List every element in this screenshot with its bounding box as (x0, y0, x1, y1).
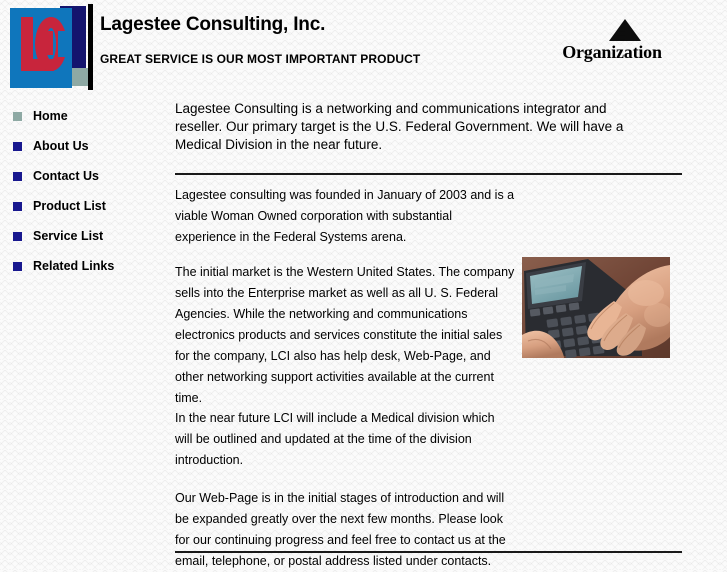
intro-paragraph: Lagestee Consulting is a networking and communications integrator and reseller. Our primary target is the U.S. Federal Government. We will have a Medical Division in the near future. (175, 101, 624, 152)
sidebar-item-service-list[interactable] (0, 221, 168, 251)
divider-top (175, 173, 682, 175)
photo-image (522, 257, 670, 358)
paragraph-webpage: Our Web-Page is in the initial stages of introduction and will be expanded greatly over the next few months. Please look for our continuing progress and feel free to contact us at the email, telephone, or postal address listed under contacts. (175, 491, 506, 568)
divider-bottom (175, 551, 682, 553)
sidebar-item-label: Home (33, 109, 68, 123)
paragraph-founded: Lagestee consulting was founded in January of 2003 and is a viable Woman Owned corporation with substantial experience in the Federal Systems arena. (175, 188, 515, 244)
sidebar-nav (0, 101, 168, 281)
bullet-icon (13, 232, 22, 241)
pda-keypad-photo (522, 257, 670, 358)
bullet-icon (13, 142, 22, 151)
page-title: Lagestee Consulting, Inc. (100, 14, 326, 35)
sidebar-item-home[interactable] (0, 101, 168, 131)
sidebar-item-related-links[interactable] (0, 251, 168, 281)
organization-label: Organization (562, 42, 662, 62)
sidebar-item-label: About Us (33, 139, 89, 153)
sidebar-item-label: Product List (33, 199, 106, 213)
bullet-icon (13, 112, 22, 121)
bullet-icon (13, 262, 22, 271)
organization-mark[interactable] (552, 18, 672, 61)
sidebar-item-about-us[interactable] (0, 131, 168, 161)
paragraph-medical: In the near future LCI will include a Medical division which will be outlined and updated at the time of the division introduction. (175, 411, 495, 467)
pyramid-icon (582, 18, 642, 42)
page-header (0, 0, 727, 92)
site-title-wrap (100, 14, 325, 36)
paragraph-market: The initial market is the Western United States. The company sells into the Enterprise market as well as all U. S. Federal Agencies. While the networking and communications electronics products and services constitute the initial sales for the company, LCI also has help desk, Web-Page, and other networking support activities available at the current time. (175, 265, 515, 405)
main-content (175, 100, 687, 568)
site-tagline: GREAT SERVICE IS OUR MOST IMPORTANT PRODUCT (100, 52, 421, 66)
logo-letter-c-notch (58, 31, 72, 57)
sidebar-item-contact-us[interactable] (0, 161, 168, 191)
company-logo[interactable] (8, 4, 90, 89)
bullet-icon (13, 202, 22, 211)
logo-black-bar (88, 4, 93, 90)
sidebar-item-label: Service List (33, 229, 104, 243)
sidebar-item-label: Contact Us (33, 169, 99, 183)
logo-letter-i (46, 31, 53, 55)
sidebar-item-product-list[interactable] (0, 191, 168, 221)
bullet-icon (13, 172, 22, 181)
sidebar-item-label: Related Links (33, 259, 115, 273)
